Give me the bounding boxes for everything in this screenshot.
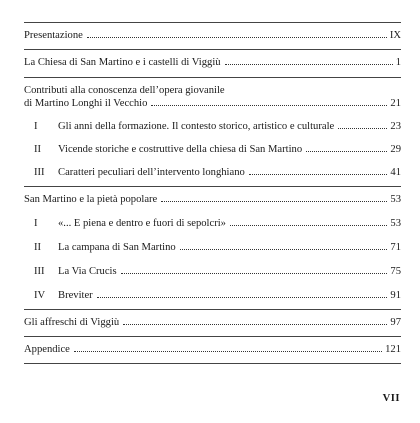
toc-label-line1: Contributi alla conoscenza dell’opera giovanile	[24, 85, 225, 96]
toc-label: San Martino e la pietà popolare	[24, 194, 158, 205]
leader-dots	[338, 128, 387, 129]
toc-page: 1	[395, 57, 401, 68]
page-number: VII	[382, 393, 400, 404]
toc-page: 91	[390, 290, 401, 301]
toc-label: di Martino Longhi il Vecchio	[24, 98, 148, 109]
leader-dots	[151, 105, 387, 106]
toc-page: 29	[390, 144, 401, 155]
toc-subentry	[24, 217, 401, 230]
divider	[24, 309, 401, 310]
toc-page: IX	[389, 30, 401, 41]
leader-dots	[123, 324, 387, 325]
toc-label: Breviter	[58, 290, 93, 301]
toc-label: Vicende storiche e costruttive della chiesa di San Martino	[58, 144, 303, 155]
toc-entry-presentazione	[24, 29, 401, 42]
toc-subentry	[24, 166, 401, 179]
toc-roman-number: IV	[34, 290, 46, 301]
toc-roman-number: I	[34, 218, 38, 229]
toc-label: «... E piena e dentro e fuori di sepolcri»	[58, 218, 226, 229]
leader-dots	[180, 249, 388, 250]
divider	[24, 77, 401, 78]
leader-dots	[225, 64, 393, 65]
toc-page: 23	[390, 121, 401, 132]
toc-entry-affreschi	[24, 316, 401, 329]
toc-entry-san-martino	[24, 193, 401, 206]
toc-page: 41	[390, 167, 401, 178]
toc-entry-chiesa	[24, 56, 401, 69]
toc-roman-number: III	[34, 266, 45, 277]
leader-dots	[230, 225, 387, 226]
toc-page: 53	[390, 194, 401, 205]
divider	[24, 49, 401, 50]
toc-label: Gli anni della formazione. Il contesto storico, artistico e culturale	[58, 121, 335, 132]
toc-label: La campana di San Martino	[58, 242, 176, 253]
toc-label: La Chiesa di San Martino e i castelli di Viggiù	[24, 57, 221, 68]
leader-dots	[121, 273, 388, 274]
toc-page: 121	[385, 344, 401, 355]
toc-entry-appendice	[24, 343, 401, 356]
toc-subentry	[24, 143, 401, 156]
divider	[24, 336, 401, 337]
divider	[24, 22, 401, 23]
toc-roman-number: II	[34, 144, 42, 155]
toc-label: Gli affreschi di Viggiù	[24, 317, 120, 328]
toc-entry-contributi	[24, 84, 401, 110]
toc-roman-number: III	[34, 167, 45, 178]
toc-label: Caratteri peculiari dell’intervento longhiano	[58, 167, 245, 178]
toc-subentry	[24, 120, 401, 133]
leader-dots	[306, 151, 387, 152]
toc-page: 21	[390, 98, 401, 109]
toc-subentry	[24, 265, 401, 278]
leader-dots	[97, 297, 388, 298]
divider	[24, 363, 401, 364]
toc-roman-number: II	[34, 242, 42, 253]
toc-page: 71	[390, 242, 401, 253]
toc-label: La Via Crucis	[58, 266, 117, 277]
toc-subentry	[24, 241, 401, 254]
leader-dots	[87, 37, 387, 38]
toc-page: 53	[390, 218, 401, 229]
toc-subentry	[24, 289, 401, 302]
toc-label: Presentazione	[24, 30, 83, 41]
toc-roman-number: I	[34, 121, 38, 132]
toc-label: Appendice	[24, 344, 70, 355]
leader-dots	[74, 351, 382, 352]
leader-dots	[161, 201, 387, 202]
toc-page: 97	[390, 317, 401, 328]
toc-page: 75	[390, 266, 401, 277]
divider	[24, 186, 401, 187]
table-of-contents	[24, 22, 401, 364]
leader-dots	[249, 174, 388, 175]
